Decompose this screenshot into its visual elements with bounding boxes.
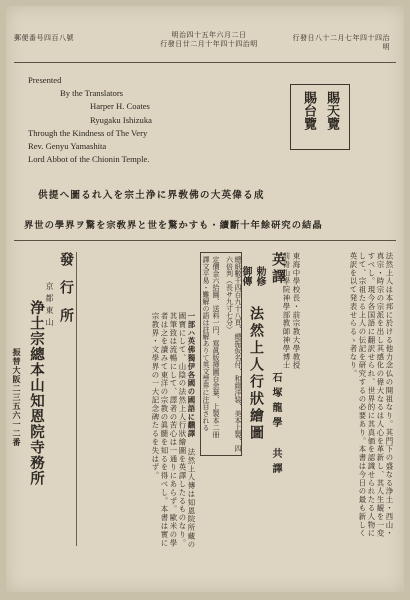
publisher-divider [76,252,77,546]
english-translation-label: 英譯 [270,252,286,286]
abbot-name: Rev. Genyu Yamashita [28,141,107,152]
header-center-line2: 行發日廿二月十年四十四治明 [160,40,258,49]
credit-line-2-text: 前青山學院神學部教師神學博士 [282,252,291,370]
publisher-account: 振替大阪二三五六一二番 [12,348,22,447]
publisher-address: 京都東山 [45,282,54,330]
translator-name-2: Ryugaku Ishizuka [90,114,152,125]
header-right-text: 行發日八十二月七年四十四治明 [292,34,390,51]
publisher-block [14,252,74,552]
header-band [14,31,396,60]
intro-body-text: 法然上人は本邦に於ける他力念仏の開祖なり。其門下の盛なる浄土・西山・真宗・時宗の宗派を出し其感化の偉大なるは人心を革新し、其人生観を一変すべし。現今各国語に翻訳せられ、世界的に其真価を認識せられたる人物にして、宗祖たる上人の伝記を研究するの必要あり。本書は今日の最も新しく英訳を以て発表せらるゝ者なり。 [349,252,394,538]
imperial-viewing-box [290,84,350,150]
imperial-viewing-col1: 賜天覽 [324,91,339,130]
abbot-title: Lord Abbot of the Chionin Temple. [28,154,150,165]
book-title [246,306,266,516]
slogan-line-2: 界世の學界ヲ驚を宗敎界と世を驚かすも・續斷十年餘研究の結晶 [24,220,323,231]
header-divider [14,62,396,63]
description-headline: 一部ハ英佛獨伊各國の國語に飜譯 [187,312,196,438]
spec-line-1: 總紙數千四百九十八頁、總振仮名付、和綴洋装、美本上製、四六倍判（長サ九寸七分） [225,256,242,452]
imperial-viewing-col2: 賜台覽 [301,91,316,130]
header-center-line1: 明治四十五年六月二日 [171,31,247,39]
kindness-line: Through the Kindness of The Very [28,127,148,138]
honor-label-1: 勅修 [254,266,265,286]
honor-label-2: 御傳 [240,266,251,286]
slogan-divider [14,240,396,241]
credit-line-1 [292,252,301,462]
translators-label: By the Translators [60,88,124,99]
publisher-name: 浄土宗總本山知恩院寺務所 [28,300,45,486]
translator-name-1: Harper H. Coates [90,101,150,112]
header-left-text: 郵便番号四百八號 [14,34,74,42]
translators-block [266,372,285,582]
presented-label: Presented [28,75,62,85]
description-body [80,312,196,552]
book-title-text: 法然上人行狀繪圖 [248,306,264,442]
header-center [134,31,284,49]
spec-line-3: 譯文平易・難解の語は註解ありて英文學界に注目される [202,256,210,431]
publisher-label: 發行所 [58,252,74,336]
presentation-block [28,74,318,166]
spec-line-2: 定價金六拾圓、送料一円、寫眞版挿圖百余葉、上製本二冊 [212,256,220,438]
description-text: 法然上人傳は知恩院所藏の國寶にして、山陰の法然上人行狀繪圖を英譯したるものなり。其筆致は流暢にして、譯者の苦心は一通りにあらず。歐米の學者は之を讀みて東洋の宗教の眞髄を知るを得べし。本書は實に宗教界・文學界の一大記念碑たるを失はず。 [151,312,196,549]
translators-text: 石塚龍學 共譯 [270,372,281,478]
slogan-line-1: 供提へ圖るれ入を宗土浄に界敎佛の大英偉る成 [38,190,265,201]
credit-line-1-text: 東海中學校長・前宗教大學教授 [292,252,301,370]
